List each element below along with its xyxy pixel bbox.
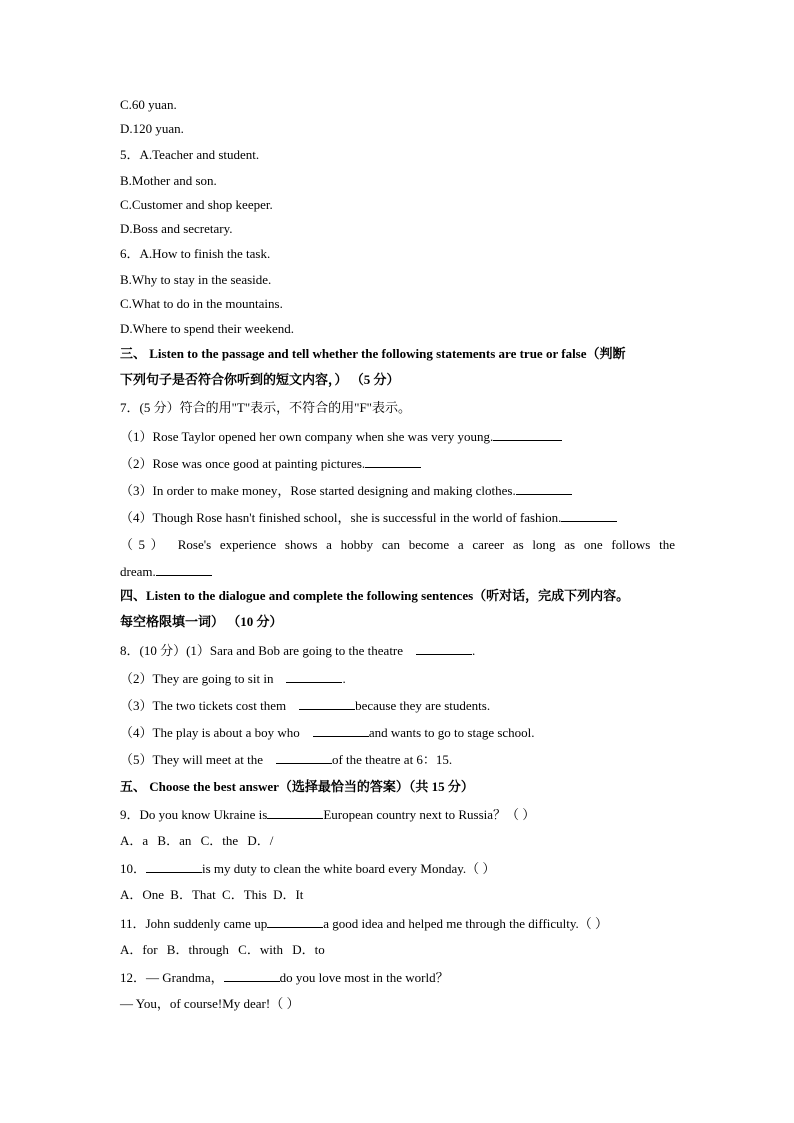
q12-stem-start: 12．— Grandma， <box>120 970 224 985</box>
q8-blank-5[interactable] <box>276 751 332 764</box>
q9-options: A．a B．an C．the D．/ <box>120 833 274 848</box>
q8-item-1-end: . <box>472 643 476 658</box>
q6-option-d: D.Where to spend their weekend. <box>120 321 294 336</box>
q5-option-d: D.Boss and secretary. <box>120 221 233 236</box>
q8-item-5 <box>120 751 452 768</box>
q5-option-b: B.Mother and son. <box>120 173 217 188</box>
section4-heading: 四、Listen to the dialogue and complete the following sentences（听对话，完成下列内容。 <box>120 588 630 603</box>
q11-stem-start: 11．John suddenly came up <box>120 916 268 931</box>
q8-item-3-text: （3）The two tickets cost them <box>120 698 287 713</box>
q7-answer-blank-4[interactable] <box>561 509 617 522</box>
q8-item-4 <box>120 724 535 741</box>
q7-answer-blank-3[interactable] <box>516 482 572 495</box>
q11-blank[interactable] <box>267 915 323 928</box>
q12-stem-end: do you love most in the world？ <box>279 970 449 985</box>
q7-instructions: 7．(5 分）符合的用"T"表示，不符合的用"F"表示。 <box>120 400 411 415</box>
q8-item-5-text: （5）They will meet at the <box>120 752 263 767</box>
q10-stem-end: is my duty to clean the white board every Monday.（ ） <box>202 861 496 876</box>
q8-blank-1[interactable] <box>416 642 472 655</box>
q7-statement-1 <box>120 428 562 445</box>
q12-blank[interactable] <box>224 969 280 982</box>
q8-item-2-text: （2）They are going to sit in <box>120 671 274 686</box>
q11-stem-end: a good idea and helped me through the difficulty.（ ） <box>323 916 609 931</box>
q8-item-1-text: 8．(10 分）(1）Sara and Bob are going to the theatre <box>120 643 404 658</box>
q8-item-2 <box>120 670 346 687</box>
q7-statement-3-text: （3）In order to make money，Rose started designing and making clothes. <box>120 483 516 498</box>
section3-heading-cont: 下列句子是否符合你听到的短文内容，） （5 分） <box>120 372 400 387</box>
q8-item-1 <box>120 642 475 659</box>
q8-item-4-text: （4）The play is about a boy who <box>120 725 300 740</box>
q10-options: A．One B．That C．This D．It <box>120 887 304 902</box>
q4-option-c: C.60 yuan. <box>120 97 177 112</box>
q10-stem-start: 10． <box>120 861 147 876</box>
q5-option-a: 5．A.Teacher and student. <box>120 147 260 162</box>
q8-item-4-end: and wants to go to stage school. <box>368 725 535 740</box>
q10-blank[interactable] <box>146 860 202 873</box>
q6-option-c: C.What to do in the mountains. <box>120 296 283 311</box>
q8-item-3-end: because they are students. <box>355 698 491 713</box>
q7-answer-blank-2[interactable] <box>365 455 421 468</box>
q12-stem <box>120 969 449 986</box>
q7-statement-1-text: （1）Rose Taylor opened her own company when she was very young. <box>120 429 494 444</box>
q8-item-2-end: . <box>342 671 346 686</box>
q11-options: A．for B．through C．with D．to <box>120 942 325 957</box>
q9-stem-start: 9．Do you know Ukraine is <box>120 807 268 822</box>
q11-stem <box>120 915 608 932</box>
q9-stem-end: European country next to Russia？（ ） <box>323 807 536 822</box>
q12-reply: — You，of course!My dear!（ ） <box>120 996 300 1011</box>
q8-item-3 <box>120 697 490 714</box>
q7-statement-2 <box>120 455 421 472</box>
q7-statement-5-tail: dream. <box>120 564 156 579</box>
section5-heading: 五、 Choose the best answer（选择最恰当的答案）（共 15 分） <box>120 779 474 794</box>
q7-statement-5-cont <box>120 563 212 580</box>
q8-blank-4[interactable] <box>313 724 369 737</box>
section4-heading-cont: 每空格限填一词） （10 分） <box>120 614 283 629</box>
q6-option-b: B.Why to stay in the seaside. <box>120 272 272 287</box>
q7-statement-4 <box>120 509 617 526</box>
q6-option-a: 6．A.How to finish the task. <box>120 246 271 261</box>
q8-item-5-end: of the theatre at 6：15. <box>331 752 453 767</box>
q5-option-c: C.Customer and shop keeper. <box>120 197 273 212</box>
q7-statement-3 <box>120 482 572 499</box>
q7-answer-blank-5[interactable] <box>156 563 212 576</box>
q8-blank-2[interactable] <box>286 670 342 683</box>
q4-option-d: D.120 yuan. <box>120 121 184 136</box>
q7-statement-4-text: （4）Though Rose hasn't finished school，she is successful in the world of fashion. <box>120 510 562 525</box>
q7-answer-blank-1[interactable] <box>493 428 562 441</box>
q7-statement-2-text: （2）Rose was once good at painting pictures. <box>120 456 366 471</box>
q9-blank[interactable] <box>267 806 323 819</box>
q9-stem <box>120 806 535 823</box>
q7-statement-5: （5） Rose's experience shows a hobby can become a career as long as one follows the <box>120 537 675 552</box>
q8-blank-3[interactable] <box>299 697 355 710</box>
q10-stem <box>120 860 495 877</box>
section3-heading: 三、 Listen to the passage and tell whether the following statements are true or false（判断 <box>120 346 626 361</box>
